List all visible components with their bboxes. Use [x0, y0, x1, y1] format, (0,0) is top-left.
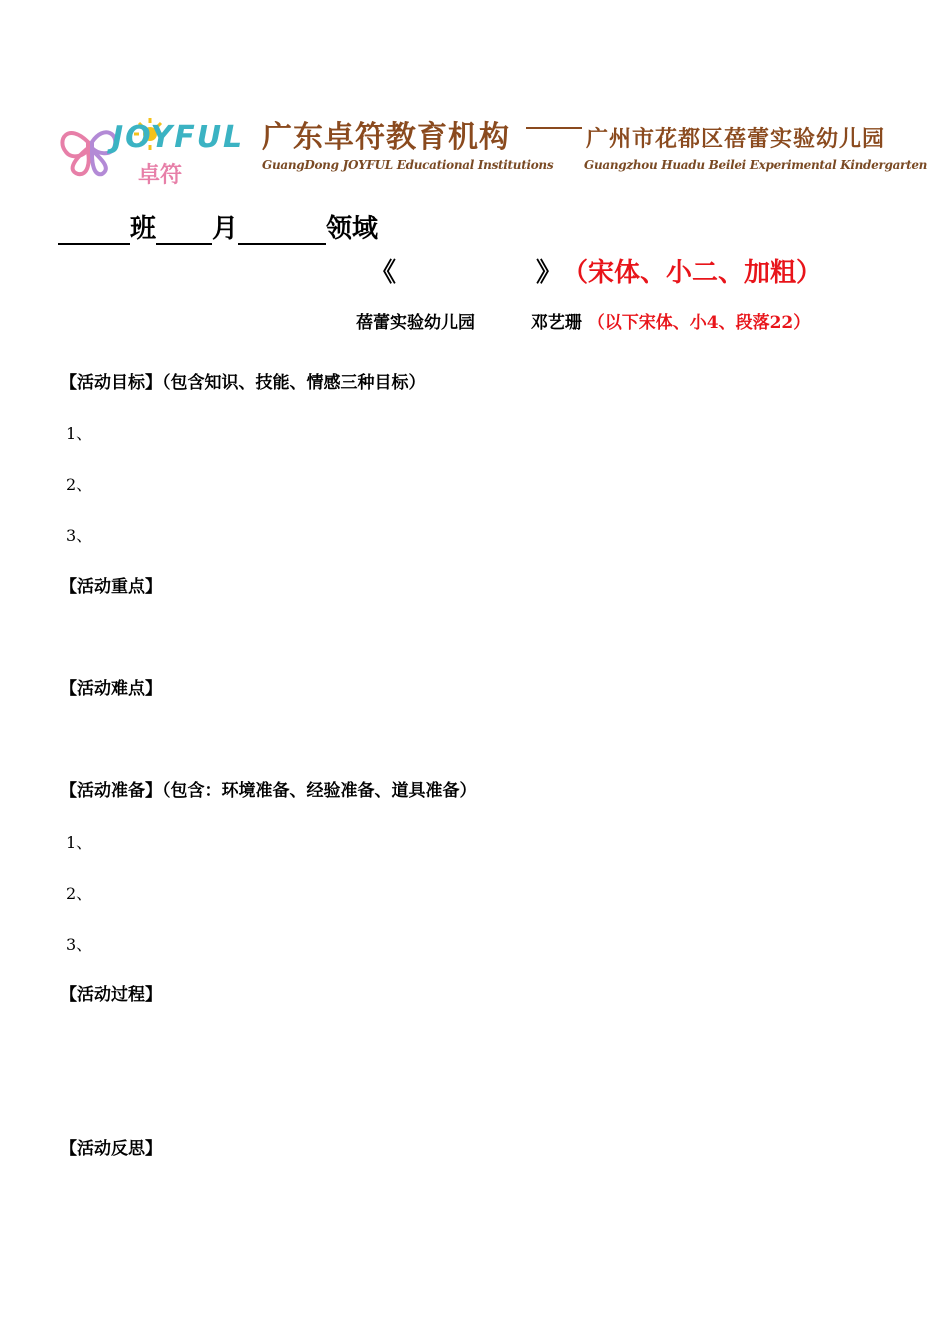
school-name-cn: 广州市花都区蓓蕾实验幼儿园 — [586, 126, 886, 152]
title-close-bracket: 》 — [536, 258, 563, 288]
class-blank[interactable] — [58, 215, 130, 245]
prep-item-2: 2、 — [66, 884, 93, 903]
section-key-points: 【活动重点】 — [60, 577, 162, 597]
org-name-en: GuangDong JOYFUL Educational Institutions — [262, 158, 554, 172]
goal-item-1: 1、 — [66, 424, 93, 443]
activity-title-line — [370, 252, 822, 289]
domain-label: 领域 — [326, 214, 379, 244]
section-reflection: 【活动反思】 — [60, 1139, 162, 1159]
header-dash-divider — [524, 114, 584, 138]
author-name: 邓艺珊 — [530, 313, 582, 333]
goal-item-2: 2、 — [66, 475, 93, 494]
section-preparation-hint: （包含：环境准备、经验准备、道具准备） — [162, 781, 477, 801]
section-preparation — [60, 776, 477, 801]
school-name-en: Guangzhou Huadu Beilei Experimental Kindergarten — [584, 158, 928, 172]
domain-blank[interactable] — [238, 215, 326, 245]
title-open-bracket: 《 — [370, 258, 397, 288]
class-month-domain-line — [58, 208, 378, 245]
section-preparation-title: 【活动准备】 — [60, 781, 162, 801]
org-name-cn: 广东卓符教育机构 — [262, 120, 510, 155]
prep-item-3: 3、 — [66, 935, 93, 954]
title-format-note: （宋体、小二、加粗） — [562, 258, 823, 288]
section-process: 【活动过程】 — [60, 985, 162, 1005]
section-goals-title: 【活动目标】 — [60, 373, 162, 393]
logo-cn-text: 卓符 — [138, 163, 183, 188]
joyful-logo — [58, 112, 244, 194]
class-label: 班 — [130, 214, 157, 244]
month-blank[interactable] — [156, 215, 212, 245]
section-goals-hint: （包含知识、技能、情感三种目标） — [162, 373, 426, 393]
section-difficulties: 【活动难点】 — [60, 679, 162, 699]
author-line — [356, 308, 810, 333]
prep-item-1: 1、 — [66, 833, 93, 852]
section-goals — [60, 368, 426, 393]
goal-item-3: 3、 — [66, 526, 93, 545]
author-school: 蓓蕾实验幼儿园 — [356, 313, 475, 333]
body-format-note: （以下宋体、小4、段落22） — [587, 313, 811, 333]
logo-wordmark: JOYFUL — [112, 120, 245, 155]
month-label: 月 — [212, 214, 239, 244]
